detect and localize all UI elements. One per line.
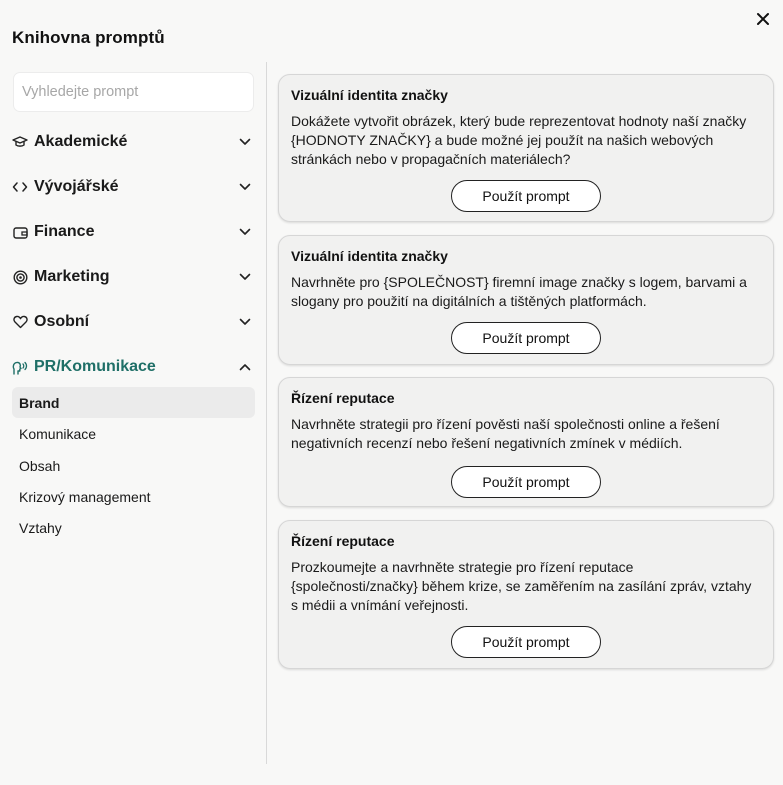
category-vyvojarske[interactable]	[12, 175, 256, 199]
category-label: Vývojářské	[34, 178, 119, 195]
prompt-text: Navrhněte strategii pro řízení pověsti naší společnosti online a řešení negativních recenzí nebo řešení negativních zmínek v médiích.	[291, 416, 720, 451]
prompt-card	[278, 74, 774, 222]
prompt-card	[278, 377, 774, 507]
panel-divider	[266, 62, 267, 764]
graduation-cap-icon	[12, 134, 28, 150]
category-osobni[interactable]	[12, 310, 256, 334]
subcategory-krizovy-management[interactable]: Krizový management	[19, 488, 151, 505]
wallet-icon	[12, 224, 28, 240]
subcategory-komunikace[interactable]: Komunikace	[19, 425, 97, 442]
category-pr-komunikace[interactable]	[12, 355, 256, 379]
search-input[interactable]	[13, 72, 254, 112]
chevron-down-icon	[238, 135, 252, 149]
prompt-text: Dokážete vytvořit obrázek, který bude reprezentovat hodnoty naší značky {HODNOTY ZNAČKY} a bude možné jej použít na našich webových stránkách nebo v propagačních materiálech?	[291, 113, 747, 167]
use-prompt-button[interactable]: Použít prompt	[451, 466, 601, 498]
chevron-down-icon	[238, 270, 252, 284]
target-icon	[12, 269, 28, 285]
prompt-title: Řízení reputace	[291, 390, 395, 406]
close-icon[interactable]	[754, 10, 772, 28]
chevron-up-icon	[238, 360, 252, 374]
heart-icon	[12, 314, 28, 330]
prompt-card	[278, 520, 774, 669]
subcategory-obsah[interactable]: Obsah	[19, 457, 61, 474]
chevron-down-icon	[238, 315, 252, 329]
code-icon	[12, 179, 28, 195]
speaking-head-icon	[12, 359, 28, 375]
chevron-down-icon	[238, 180, 252, 194]
subcategory-brand[interactable]: Brand	[12, 387, 255, 418]
category-marketing[interactable]	[12, 265, 256, 289]
category-finance[interactable]	[12, 220, 256, 244]
prompt-card	[278, 235, 774, 365]
category-label: Osobní	[34, 313, 90, 330]
subcategory-vztahy[interactable]: Vztahy	[19, 519, 62, 536]
dialog-title: Knihovna promptů	[12, 28, 165, 47]
use-prompt-button[interactable]: Použít prompt	[451, 322, 601, 354]
chevron-down-icon	[238, 225, 252, 239]
category-label: Finance	[34, 223, 95, 240]
use-prompt-button[interactable]: Použít prompt	[451, 180, 601, 212]
category-label: PR/Komunikace	[34, 358, 156, 375]
category-label: Akademické	[34, 133, 128, 150]
use-prompt-button[interactable]: Použít prompt	[451, 626, 601, 658]
prompt-text: Prozkoumejte a navrhněte strategie pro řízení reputace {společnosti/značky} během krize, se zaměřením na zasílání zpráv, vztahy s médii a vnímání veřejnosti.	[291, 559, 752, 613]
prompt-text: Navrhněte pro {SPOLEČNOST} firemní image značky s logem, barvami a slogany pro použití na digitálních a tištěných platformách.	[291, 274, 747, 309]
category-label: Marketing	[34, 268, 110, 285]
prompt-title: Řízení reputace	[291, 533, 395, 549]
prompt-title: Vizuální identita značky	[291, 248, 448, 264]
category-akademicke[interactable]	[12, 130, 256, 154]
prompt-title: Vizuální identita značky	[291, 87, 448, 103]
